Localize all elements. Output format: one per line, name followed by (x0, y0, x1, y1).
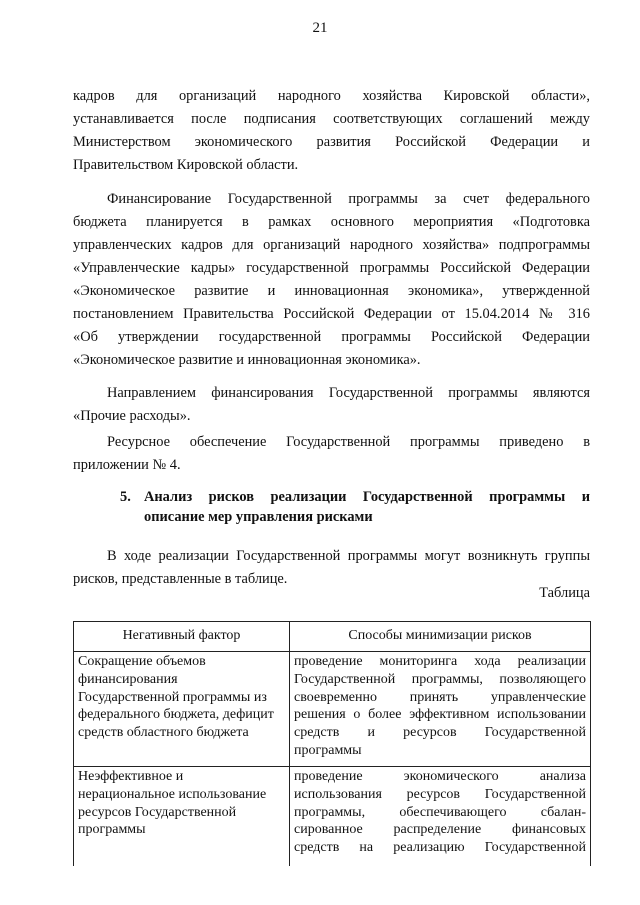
text-line: «Об утверждении государственной программы Российской Федерации (73, 329, 590, 345)
paragraph-direction (73, 382, 590, 428)
cell-line: средств на реализацию Государственной (294, 840, 586, 856)
text-line: постановлением Правительства Российской Федерации от 15.04.2014 № 316 (73, 306, 590, 322)
text-line: рисков, представленные в таблице. (73, 571, 288, 587)
table-cell-factor (74, 767, 290, 867)
table-cell-factor (74, 652, 290, 767)
text-line: «Прочие расходы». (73, 408, 191, 424)
paragraph-resource (73, 431, 590, 477)
text-line: В ходе реализации Государственной программы могут возникнуть группы (107, 548, 590, 564)
cell-line: федерального бюджета, дефицит (78, 707, 274, 723)
cell-line: своевременно принять управленческие (294, 689, 586, 705)
text-line: Министерством экономического развития Российской Федерации и (73, 134, 590, 150)
cell-line: проведение мониторинга хода реализации (294, 654, 586, 669)
page-number: 21 (312, 20, 328, 36)
text-line: приложении № 4. (73, 457, 181, 473)
cell-line: использования ресурсов Государственной (294, 786, 586, 802)
table-cell-measures (290, 767, 591, 867)
text-line: «Экономическое развитие и инновационная экономика». (73, 352, 421, 368)
text-line: Финансирование Государственной программы за счет федерального (107, 191, 590, 207)
section-heading (120, 487, 590, 527)
cell-line: проведение экономического анализа (294, 769, 586, 784)
text-line: устанавливается после подписания соответствующих соглашений между (73, 111, 590, 127)
cell-line: Сокращение объемов (78, 654, 206, 669)
risk-table (73, 621, 591, 866)
table-row (74, 652, 591, 767)
paragraph-continuation (73, 85, 590, 177)
text-line: бюджета планируется в рамках основного мероприятия «Подготовка (73, 214, 590, 230)
cell-line: решения о более эффективном использовании (294, 707, 586, 723)
cell-line: ресурсов Государственной (78, 804, 237, 820)
cell-line: Государственной программы, позволяющего (294, 671, 586, 687)
cell-line: программы (294, 742, 362, 758)
table-header-row (74, 622, 591, 652)
section-title (144, 487, 590, 527)
cell-line: сированное распределение финансовых (294, 822, 586, 838)
cell-line: средств областного бюджета (78, 725, 249, 741)
table-header: Негативный фактор (74, 622, 290, 652)
cell-line: средств и ресурсов Государственной (294, 725, 586, 741)
text-line: «Экономическое развитие и инновационная экономика», утвержденной (73, 283, 590, 299)
text-line: кадров для организаций народного хозяйства Кировской области», (73, 88, 590, 104)
table-row (74, 767, 591, 867)
text-line: Правительством Кировской области. (73, 157, 299, 173)
cell-line: программы, обеспечивающего сбалан- (294, 804, 586, 820)
cell-line: Неэффективное и (78, 769, 184, 784)
section-title-line: Анализ рисков реализации Государственной программы и (144, 489, 590, 505)
cell-line: финансирования (78, 671, 178, 687)
text-line: Направлением финансирования Государственной программы являются (107, 385, 590, 401)
section-title-line: описание мер управления рисками (144, 509, 373, 525)
text-line: Ресурсное обеспечение Государственной программы приведено в (107, 434, 590, 450)
paragraph-risks (73, 545, 590, 591)
table-caption: Таблица (539, 585, 590, 601)
cell-line: программы (78, 822, 146, 838)
text-line: «Управленческие кадры» государственной программы Российской Федерации (73, 260, 590, 276)
text-line: управленческих кадров для организаций народного хозяйства» подпрограммы (73, 237, 590, 253)
cell-line: нерациональное использование (78, 786, 267, 802)
table-header: Способы минимизации рисков (290, 622, 591, 652)
paragraph-financing (73, 188, 590, 372)
cell-line: Государственной программы из (78, 689, 267, 705)
section-number: 5. (120, 489, 131, 505)
table-cell-measures (290, 652, 591, 767)
